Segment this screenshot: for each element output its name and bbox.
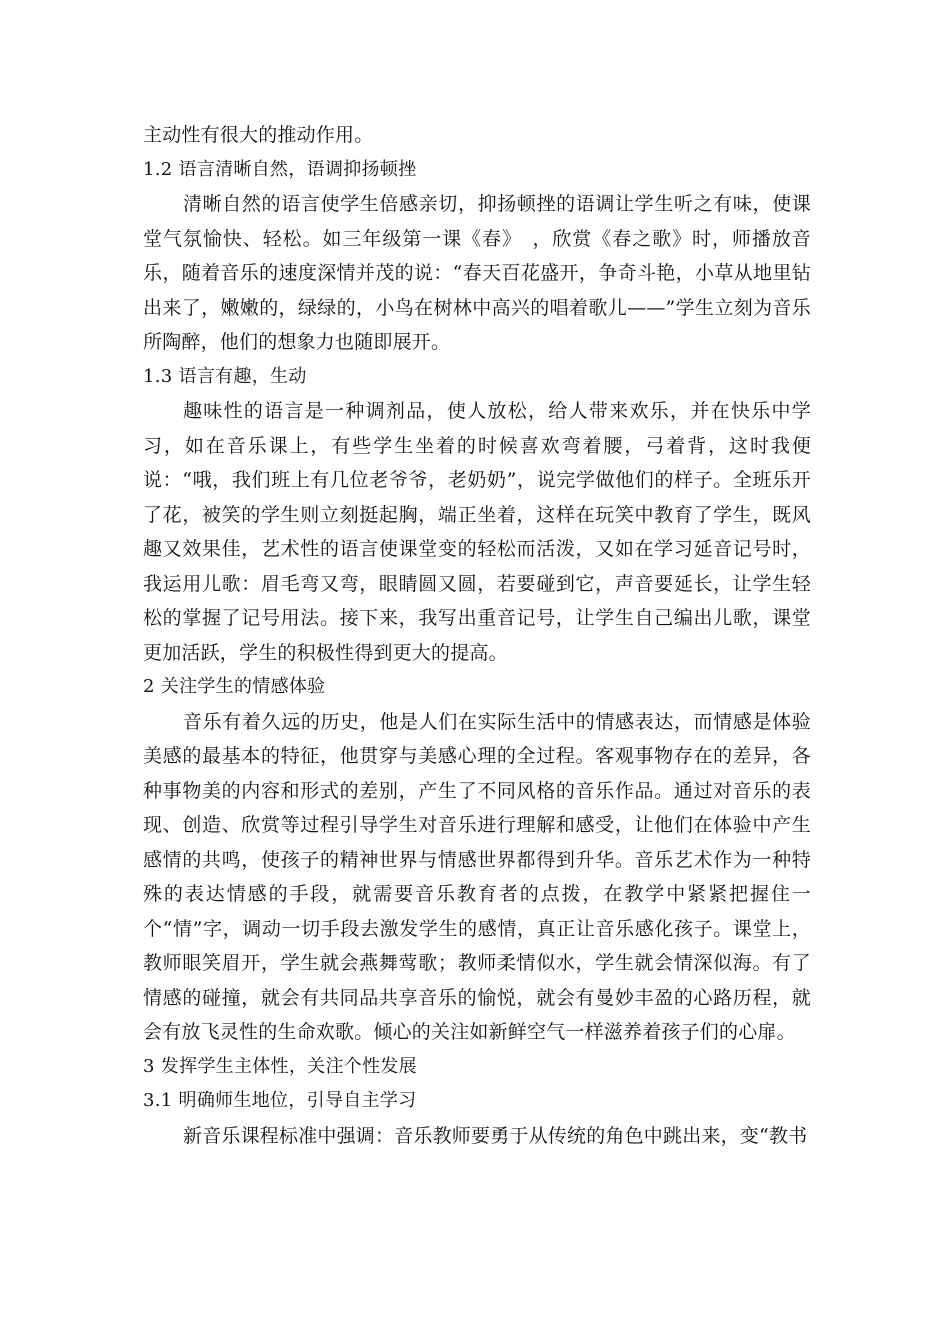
paragraph-language-fun: 趣味性的语言是一种调剂品，使人放松，给人带来欢乐，并在快乐中学习，如在音乐课上，有些学生坐着的时候喜欢弯着腰，弓着背，这时我便说：“哦，我们班上有几位老爷爷，老奶奶”，说完学做他们的样子。全班乐开了花，被笑的学生则立刻挺起胸，端正坐着，这样在玩笑中教育了学生，既风趣又效果佳，艺术性的语言使课堂变的轻松而活泼，又如在学习延音记号时，我运用儿歌：眉毛弯又弯，眼睛圆又圆，若要碰到它，声音要延长，让学生轻松的掌握了记号用法。接下来，我写出重音记号，让学生自己编出儿歌，课堂更加活跃，学生的积极性得到更大的提高。 (143, 400, 811, 664)
section-heading-1-3: 1.3 语言有趣，生动 (143, 365, 307, 387)
section-heading-2: 2 关注学生的情感体验 (143, 676, 326, 697)
document-body (143, 118, 811, 1153)
section-heading-3-1: 3.1 明确师生地位，引导自主学习 (143, 1090, 417, 1111)
section-heading-1-2: 1.2 语言清晰自然，语调抑扬顿挫 (143, 158, 417, 180)
paragraph-teacher-role: 新音乐课程标准中强调：音乐教师要勇于从传统的角色中跳出来，变“教书 (183, 1124, 808, 1147)
paragraph-language-clear: 清晰自然的语言使学生倍感亲切，抑扬顿挫的语调让学生听之有味，使课堂气氛愉快、轻松。如三年级第一课《春》 ，欣赏《春之歌》时，师播放音乐，随着音乐的速度深情并茂的说：“春天百花盛开，争奇斗艳，小草从地里钻出来了，嫩嫩的，绿绿的，小鸟在树林中高兴的唱着歌儿——”学生立刻为音乐所陶醉，他们的想象力也随即展开。 (143, 193, 811, 353)
section-heading-3: 3 发挥学生主体性，关注个性发展 (143, 1055, 417, 1077)
paragraph-emotion-experience: 音乐有着久远的历史，他是人们在实际生活中的情感表达，而情感是体验美感的最基本的特征，他贯穿与美感心理的全过程。客观事物存在的差异，各种事物美的内容和形式的差别，产生了不同风格的音乐作品。通过对音乐的表现、创造、欣赏等过程引导学生对音乐进行理解和感受，让他们在体验中产生感情的共鸣，使孩子的精神世界与情感世界都得到升华。音乐艺术作为一种特殊的表达情感的手段，就需要音乐教育者的点拨，在教学中紧紧把握住一个“情”字，调动一切手段去激发学生的感情，真正让音乐感化孩子。课堂上，教师眼笑眉开，学生就会燕舞莺歌；教师柔情似水，学生就会情深似海。有了情感的碰撞，就会有共同品共享音乐的愉悦，就会有曼妙丰盈的心路历程，就会有放飞灵性的生命欢歌。倾心的关注如新鲜空气一样滋养着孩子们的心扉。 (143, 710, 811, 1043)
paragraph-continuation: 主动性有很大的推动作用。 (143, 124, 374, 146)
